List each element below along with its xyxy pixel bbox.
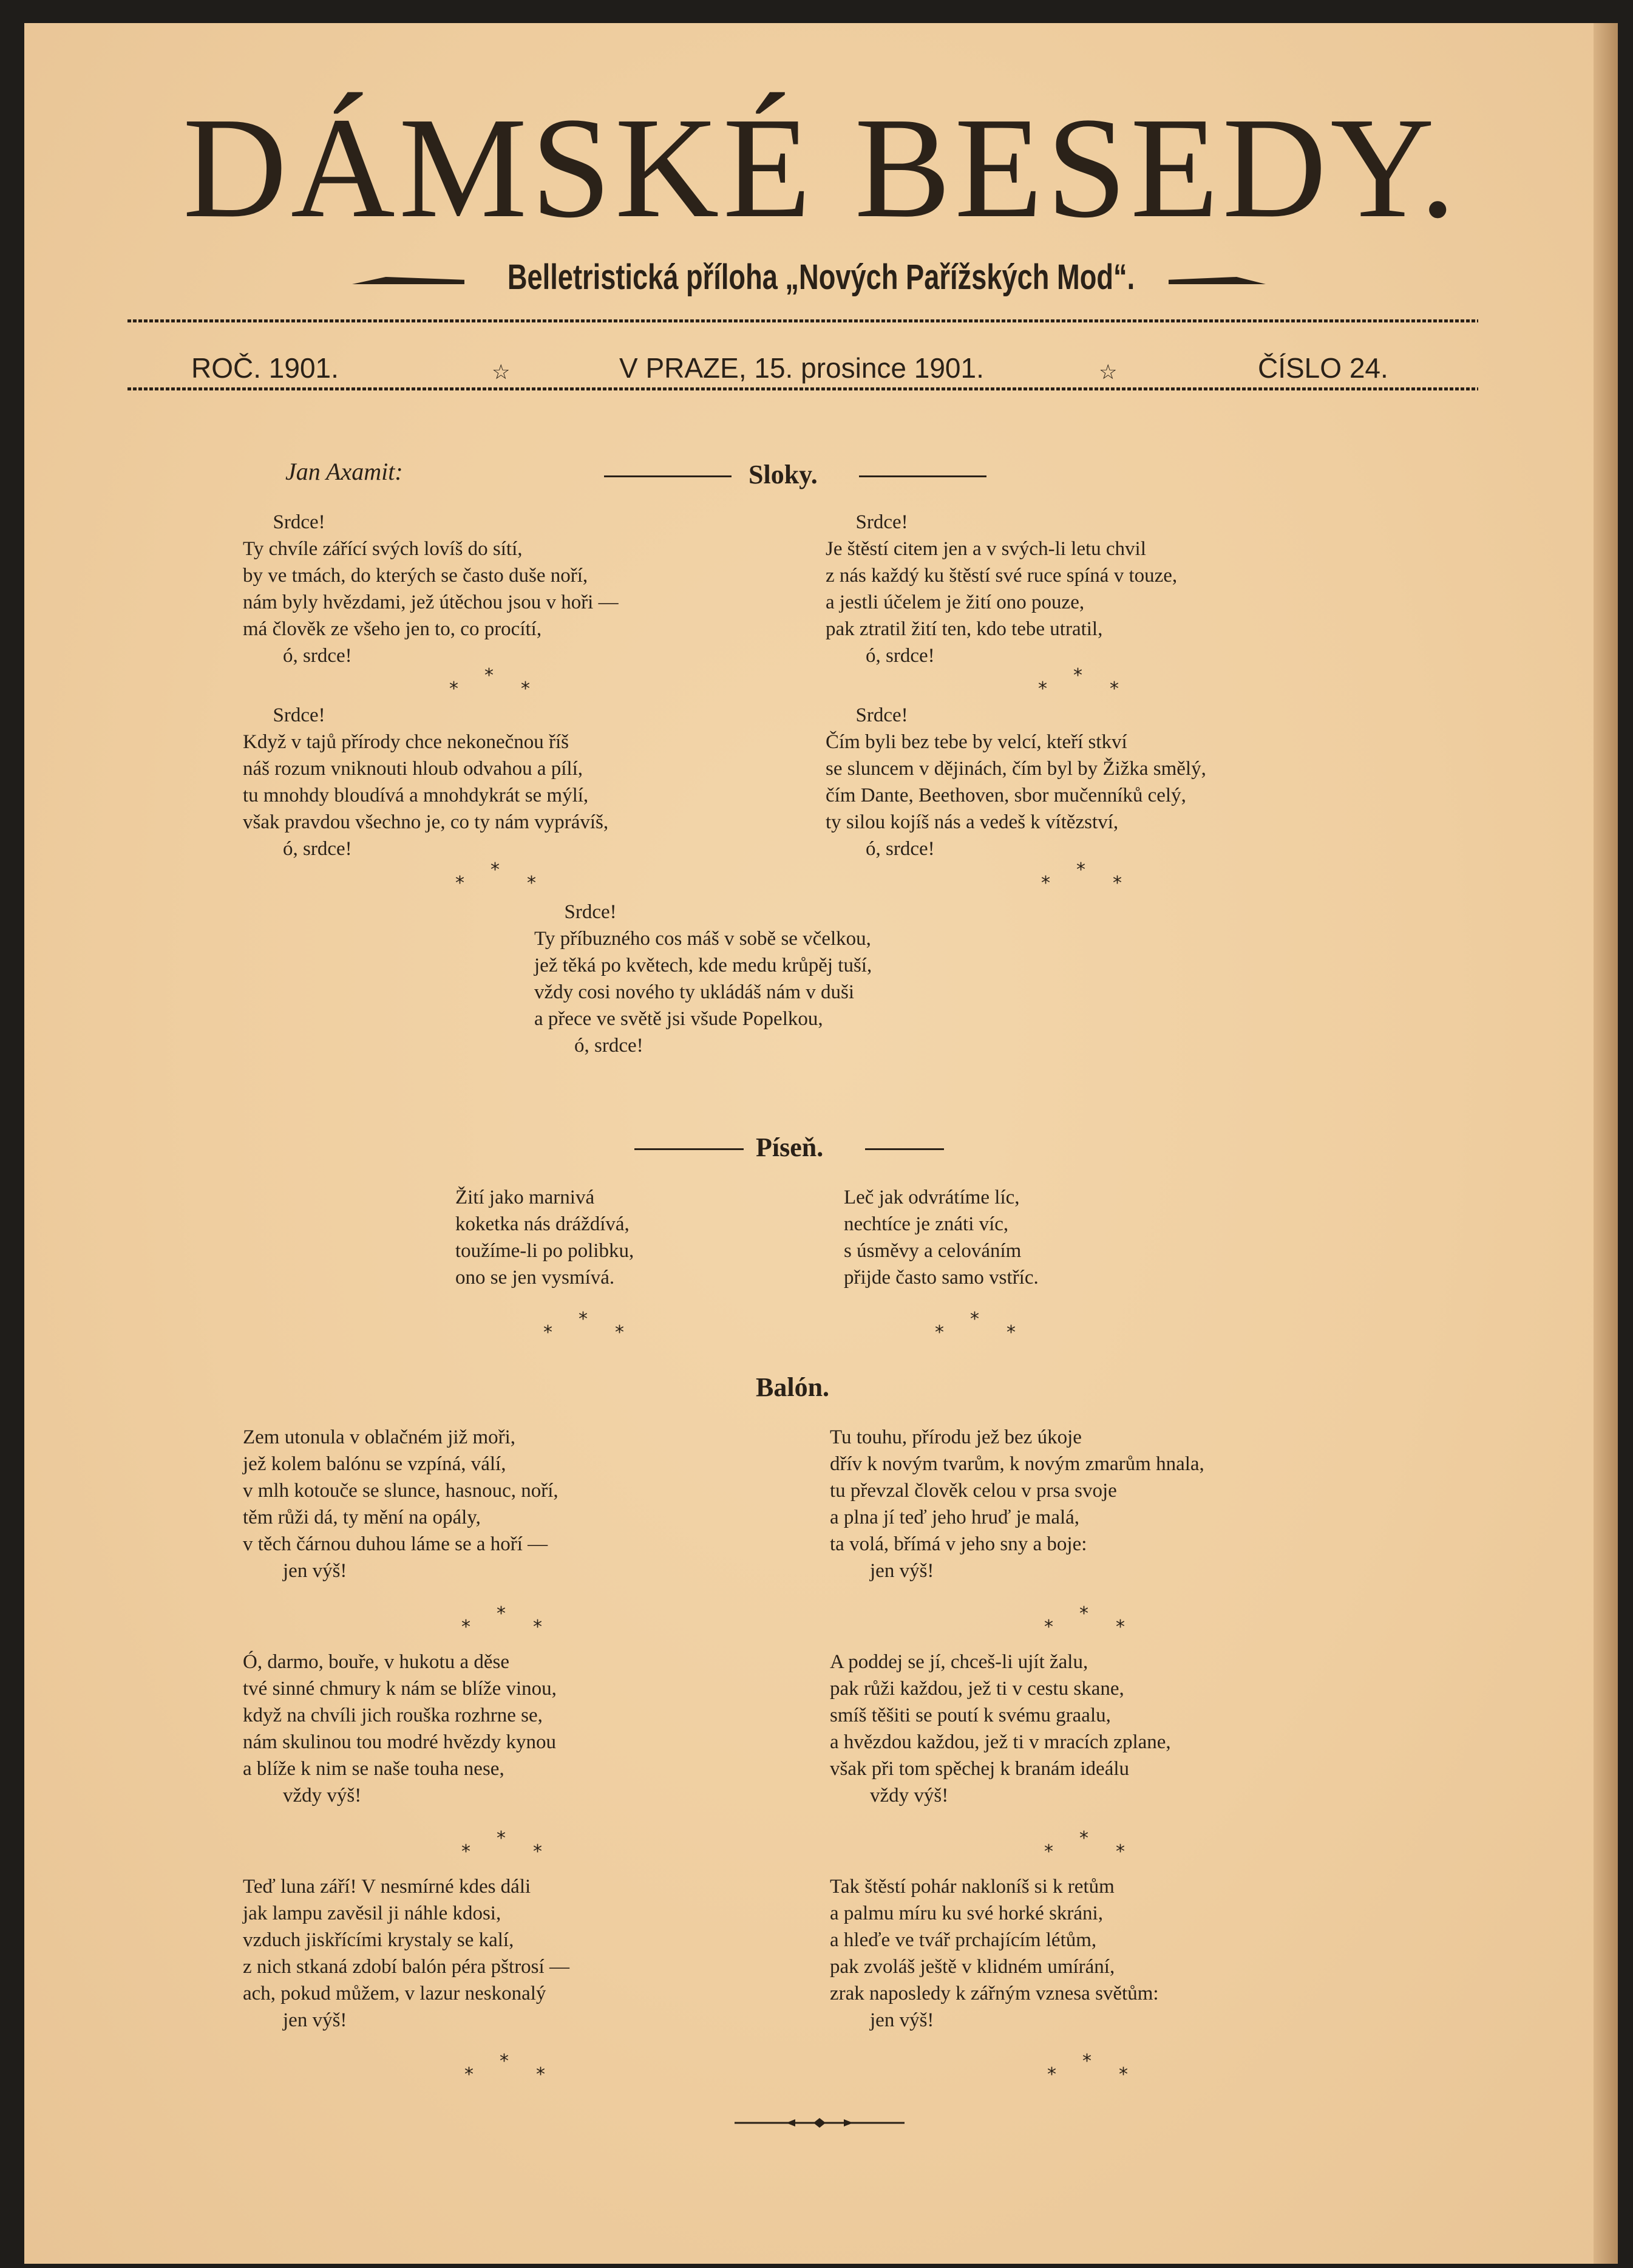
poem-stanza: Srdce! Ty příbuzného cos máš v sobě se včelkou, jež těká po květech, kde medu krůpěj tuší, vždy cosi nového ty ukládáš nám v duši a přece ve světě jsi všude Popelkou, ó, srdce!	[534, 901, 872, 1057]
stanza-separator	[1041, 861, 1126, 897]
asterisk-icon: *	[1119, 2064, 1128, 2085]
masthead-subtitle: Belletristická příloha „Nových Pařížských Mod“.	[507, 257, 1135, 297]
poem-stanza: Srdce! Když v tajů přírody chce nekonečnou říš náš rozum vniknouti hloub odvahou a pílí, tu mnohdy bloudívá a mnohdykrát se mýlí, však pravdou všechno je, co ty nám vyprávíš, ó, srdce!	[243, 704, 609, 860]
asterisk-icon: *	[1076, 859, 1085, 880]
section-title-pisen: Píseň.	[756, 1132, 824, 1162]
rule-top	[127, 319, 1478, 322]
stanza-separator	[1038, 667, 1123, 703]
title-rule-right	[865, 1148, 944, 1150]
title-rule-left	[634, 1148, 744, 1150]
asterisk-icon: *	[1079, 1603, 1088, 1624]
asterisk-icon: *	[970, 1309, 979, 1330]
asterisk-icon: *	[484, 665, 494, 686]
asterisk-icon: *	[1041, 873, 1050, 894]
asterisk-icon: *	[1044, 1841, 1053, 1862]
asterisk-icon: *	[497, 1828, 506, 1849]
poem-stanza: Ó, darmo, bouře, v hukotu a děse tvé sinné chmury k nám se blíže vinou, když na chvíli jich rouška rozhrne se, nám skulinou tou modré hvězdy kynou a blíže k nim se naše touha nese, vždy výš!	[243, 1651, 557, 1807]
stanza-separator	[455, 861, 540, 897]
asterisk-icon: *	[533, 1616, 542, 1638]
asterisk-icon: *	[455, 873, 464, 894]
asterisk-icon: *	[1113, 873, 1122, 894]
title-rule-left	[604, 475, 732, 477]
asterisk-icon: *	[533, 1841, 542, 1862]
asterisk-icon: *	[1082, 2051, 1091, 2072]
poem-stanza: Srdce! Ty chvíle zářící svých lovíš do sítí, by ve tmách, do kterých se často duše noří, nám byly hvězdami, jež útěchou jsou v hoři — má člověk ze všeho jen to, co procítí, ó, srdce!	[243, 511, 619, 667]
poem-stanza: A poddej se jí, chceš-li ujít žalu, pak růži každou, jež ti v cestu skane, smíš těšiti se poutí k svému graalu, a hvězdou každou, jež ti v mracích zplane, však při tom spěchej k branám ideálu vždy výš!	[830, 1651, 1171, 1807]
title-rule-right	[859, 475, 986, 477]
rule-bottom	[127, 387, 1478, 390]
poem-stanza: Teď luna září! V nesmírné kdes dáli jak lampu zavěsil ji náhle kdosi, vzduch jiskřícími krystaly se kalí, z nich stkaná zdobí balón péra pštrosí — ach, pokud můžem, v lazur neskonalý jen výš!	[243, 1876, 569, 2031]
stanza-separator	[1044, 1830, 1129, 1866]
asterisk-icon: *	[491, 859, 500, 880]
asterisk-icon: *	[1044, 1616, 1053, 1638]
asterisk-icon: *	[579, 1309, 588, 1330]
asterisk-icon: *	[461, 1841, 470, 1862]
asterisk-icon: *	[497, 1603, 506, 1624]
poem-stanza: Leč jak odvrátíme líc, nechtíce je znáti víc, s úsměvy a celováním přijde často samo vstříc.	[844, 1187, 1039, 1289]
asterisk-icon: *	[1038, 678, 1047, 700]
dateline-star-icon: ☆	[492, 360, 511, 384]
asterisk-icon: *	[543, 1322, 552, 1343]
asterisk-icon: *	[935, 1322, 944, 1343]
asterisk-icon: *	[1116, 1841, 1125, 1862]
asterisk-icon: *	[521, 678, 530, 700]
asterisk-icon: *	[500, 2051, 509, 2072]
newspaper-page	[24, 23, 1618, 2264]
poem-stanza: Srdce! Je štěstí citem jen a v svých-li letu chvil z nás každý ku štěstí své ruce spíná v touze, a jestli účelem je žití ono pouze, pak ztratil žití ten, kdo tebe utratil, ó, srdce!	[826, 511, 1178, 667]
section-title-sloky: Sloky.	[749, 460, 818, 489]
asterisk-icon: *	[1079, 1828, 1088, 1849]
asterisk-icon: *	[1110, 678, 1119, 700]
asterisk-icon: *	[464, 2064, 474, 2085]
asterisk-icon: *	[1116, 1616, 1125, 1638]
stanza-separator	[449, 667, 534, 703]
stanza-separator	[1044, 1605, 1129, 1641]
asterisk-icon: *	[615, 1322, 624, 1343]
asterisk-icon: *	[461, 1616, 470, 1638]
poem-stanza: Zem utonula v oblačném již moři, jež kolem balónu se vzpíná, válí, v mlh kotouče se slunce, hasnouc, noří, těm růži dá, ty mění na opály, v těch čárnou duhou láme se a hoří — jen výš!	[243, 1426, 558, 1582]
asterisk-icon: *	[1073, 665, 1082, 686]
stanza-separator	[935, 1310, 1020, 1347]
stanza-separator	[461, 1830, 546, 1866]
poem-stanza: Žití jako marnivá koketka nás dráždívá, toužíme-li po polibku, ono se jen vysmívá.	[455, 1187, 634, 1289]
dateline-place-date: V PRAZE, 15. prosince 1901.	[619, 352, 984, 384]
asterisk-icon: *	[1007, 1322, 1016, 1343]
stanza-separator	[461, 1605, 546, 1641]
page-spine	[1594, 23, 1618, 2264]
section-title-balon: Balón.	[756, 1372, 830, 1402]
asterisk-icon: *	[1047, 2064, 1056, 2085]
dateline-issue: ČÍSLO 24.	[1258, 352, 1388, 384]
dateline-star-icon: ☆	[1099, 360, 1118, 384]
stanza-separator	[543, 1310, 628, 1347]
asterisk-icon: *	[536, 2064, 545, 2085]
end-ornament-icon	[735, 2117, 905, 2129]
stanza-separator	[1047, 2052, 1132, 2089]
masthead-title: DÁMSKÉ BESEDY.	[183, 88, 1459, 248]
poem-stanza: Tu touhu, přírodu jež bez úkoje dřív k novým tvarům, k novým zmarům hnala, tu převzal člověk celou v prsa svoje a plna jí teď jeho hruď je malá, ta volá, břímá v jeho sny a boje: jen výš!	[830, 1426, 1204, 1582]
asterisk-icon: *	[527, 873, 536, 894]
poem-stanza: Srdce! Čím byli bez tebe by velcí, kteří stkví se sluncem v dějinách, čím byl by Žižka smělý, čím Dante, Beethoven, sbor mučenníků celý, ty silou kojíš nás a vedeš k vítězství, ó, srdce!	[826, 704, 1206, 860]
dateline-year: ROČ. 1901.	[191, 352, 339, 384]
poem-stanza: Tak štěstí pohár nakloníš si k retům a palmu míru ku své horké skráni, a hleďe ve tvář prchajícím létům, pak zvoláš ještě v klidném umírání, zrak naposledy k zářným vznesa světům: jen výš!	[830, 1876, 1159, 2031]
stanza-separator	[464, 2052, 549, 2089]
author-name: Jan Axamit:	[285, 458, 403, 485]
asterisk-icon: *	[449, 678, 458, 700]
